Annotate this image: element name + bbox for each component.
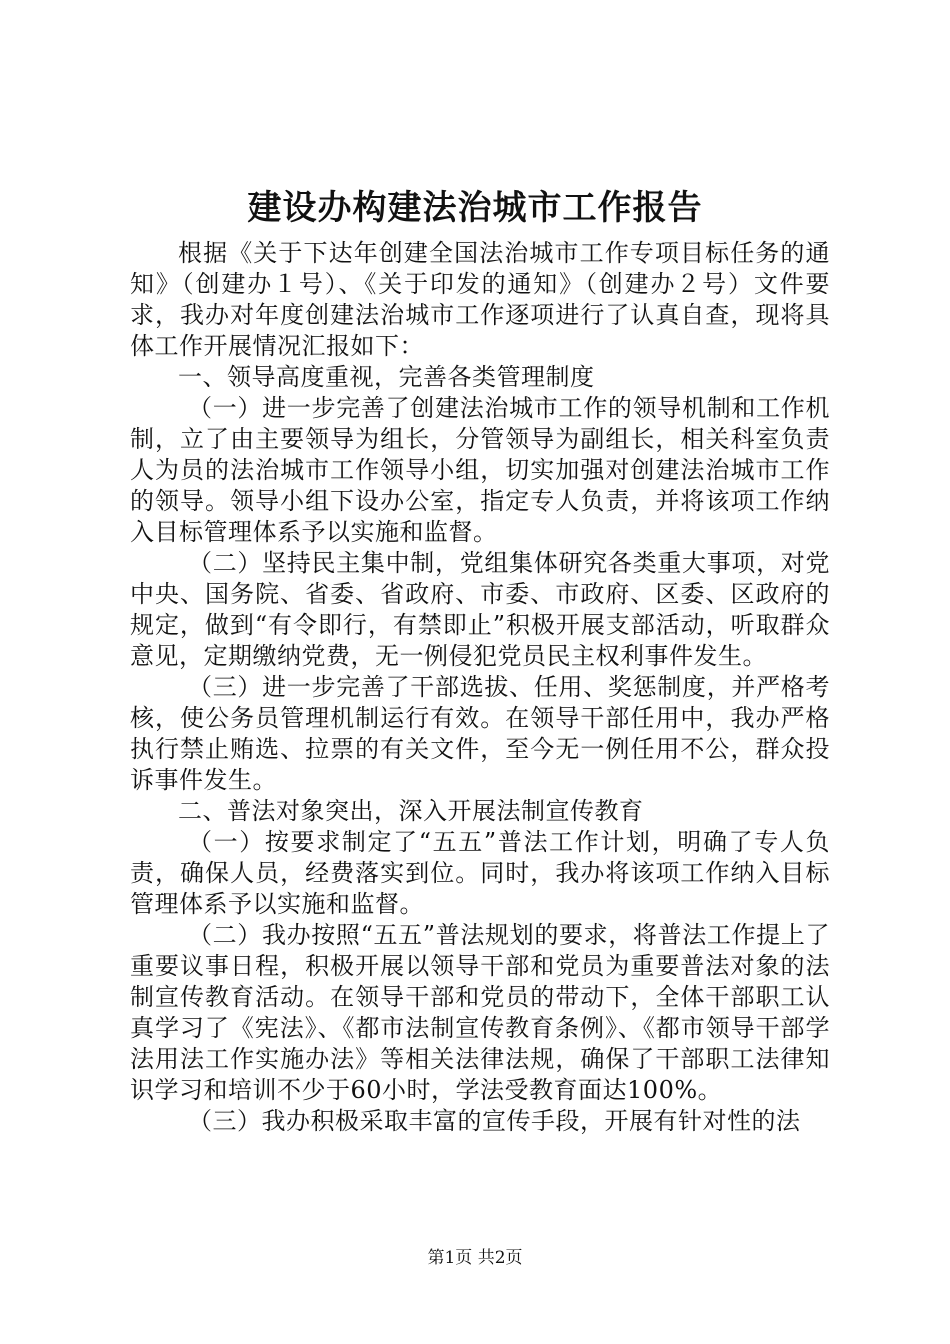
- paragraph-2-3: （三）我办积极采取丰富的宣传手段，开展有针对性的法: [188, 1107, 801, 1135]
- paragraph-1-1: （一）进一步完善了创建法治城市工作的领导机制和工作机制，立了由主要领导为组长，分管领导为副组长，相关科室负责人为员的法治城市工作领导小组，切实加强对创建法治城市工作的领导。领导小组下设办公室，指定专人负责，并将该项工作纳入目标管理体系予以实施和监督。: [130, 394, 830, 546]
- paragraph-1-2: （二）坚持民主集中制，党组集体研究各类重大事项，对党中央、国务院、省委、省政府、市委、市政府、区委、区政府的规定，做到“有令即行，有禁即止”积极开展支部活动，听取群众意见，定期缴纳党费，无一例侵犯党员民主权利事件发生。: [130, 549, 830, 670]
- section-heading-2: 二、普法对象突出，深入开展法制宣传教育: [178, 797, 644, 825]
- paragraph-2-2: （二）我办按照“五五”普法规划的要求，将普法工作提上了重要议事日程，积极开展以领导干部和党员为重要普法对象的法制宣传教育活动。在领导干部和党员的带动下，全体干部职工认真学习了《宪法》、《都市法制宣传教育条例》、《都市领导干部学法用法工作实施办法》等相关法律法规，确保了干部职工法律知识学习和培训不少于60小时，学法受教育面达100%。: [130, 921, 830, 1104]
- section-heading-1: 一、领导高度重视，完善各类管理制度: [178, 363, 595, 391]
- intro-paragraph: 根据《关于下达年创建全国法治城市工作专项目标任务的通知》（创建办１号）、《关于印发的通知》（创建办２号）文件要求，我办对年度创建法治城市工作逐项进行了认真自查，现将具体工作开展情况汇报如下：: [130, 239, 830, 360]
- document-title: 建设办构建法治城市工作报告: [247, 188, 703, 228]
- page-number-footer: 第1页 共2页: [427, 1248, 523, 1268]
- document-body: [130, 238, 830, 1137]
- paragraph-2-1: （一）按要求制定了“五五”普法工作计划，明确了专人负责，确保人员，经费落实到位。同时，我办将该项工作纳入目标管理体系予以实施和监督。: [130, 828, 830, 918]
- paragraph-1-3: （三）进一步完善了干部选拔、任用、奖惩制度，并严格考核，使公务员管理机制运行有效。在领导干部任用中，我办严格执行禁止贿选、拉票的有关文件，至今无一例任用不公，群众投诉事件发生。: [130, 673, 830, 794]
